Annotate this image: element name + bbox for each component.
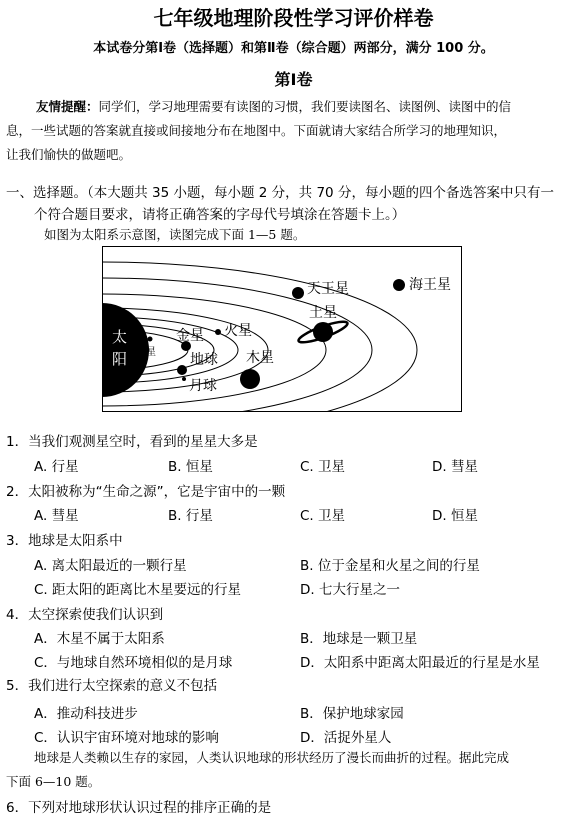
question-3-option-b[interactable]: B. 位于金星和火星之间的行星 [300, 558, 480, 574]
question-3-option-c[interactable]: C. 距太阳的距离比木星要远的行星 [34, 582, 242, 598]
question-2-stem: 2．太阳被称为“生命之源”，它是宇宙中的一颗 [6, 484, 286, 500]
question-2-option-d[interactable]: D. 恒星 [432, 508, 478, 524]
question-5-option-b[interactable]: B．保护地球家园 [300, 706, 404, 722]
question-2-option-c[interactable]: C. 卫星 [300, 508, 346, 524]
venus-label: 金星 [176, 328, 204, 344]
question-1-option-c[interactable]: C. 卫星 [300, 459, 346, 475]
question-2-option-a[interactable]: A. 彗星 [34, 508, 79, 524]
uranus-planet [292, 287, 304, 299]
jupiter-label: 木星 [246, 350, 274, 366]
exam-subtitle: 本试卷分第Ⅰ卷（选择题）和第Ⅱ卷（综合题）两部分，满分 100 分。 [93, 41, 494, 56]
page-title: 七年级地理阶段性学习评价样卷 [153, 6, 434, 30]
mercury-label: 水星 [136, 347, 156, 358]
uranus-label: 天王星 [307, 281, 349, 297]
intro-text-1: 同学们，学习地理需要有读图的习惯，我们要读图名、读图例、读图中的信 [98, 99, 512, 114]
question-5-stem: 5．我们进行太空探索的意义不包括 [6, 678, 218, 694]
question-3-stem: 3．地球是太阳系中 [6, 533, 123, 549]
question-4-stem: 4．太空探索使我们认识到 [6, 607, 164, 623]
mercury-planet [148, 337, 153, 342]
question-5-option-c[interactable]: C．认识宇宙环境对地球的影响 [34, 730, 219, 746]
saturn-planet [313, 322, 333, 342]
question-5-option-a[interactable]: A．推动科技进步 [34, 706, 138, 722]
question-3-option-d[interactable]: D. 七大行星之一 [300, 582, 400, 598]
question-4-option-a[interactable]: A．木星不属于太阳系 [34, 631, 165, 647]
diagram-lead: 如图为太阳系示意图，读图完成下面 1—5 题。 [44, 227, 306, 242]
solar-system-diagram [102, 246, 462, 412]
question-3-option-a[interactable]: A. 离太阳最近的一颗行星 [34, 558, 187, 574]
intro-label: 友情提醒： [36, 99, 99, 114]
question-4-option-d[interactable]: D．太阳系中距离太阳最近的行星是水星 [300, 655, 540, 671]
intro-line-2: 息，一些试题的答案就直接或间接地分布在地图中。下面就请大家结合所学习的地理知识， [6, 123, 507, 138]
sun-label-2: 阳 [112, 350, 128, 368]
moon-label: 月球 [189, 378, 217, 394]
intro-line-1 [36, 97, 511, 117]
question-4-option-b[interactable]: B．地球是一颗卫星 [300, 631, 418, 647]
moon-body [182, 377, 186, 381]
question-1-option-a[interactable]: A. 行星 [34, 459, 79, 475]
section-instruction-1: 一、选择题。（本大题共 35 小题，每小题 2 分，共 70 分，每小题的四个备选答案中只有一 [6, 185, 554, 201]
earth-planet [177, 365, 187, 375]
question-5-option-d[interactable]: D．活捉外星人 [300, 730, 392, 746]
question-1-stem: 1．当我们观测星空时，看到的星星大多是 [6, 434, 258, 450]
question-2-option-b[interactable]: B. 行星 [168, 508, 213, 524]
neptune-planet [393, 279, 405, 291]
neptune-label: 海王星 [409, 277, 451, 293]
intro-line-3: 让我们愉快的做题吧。 [6, 147, 132, 162]
question-4-option-c[interactable]: C．与地球自然环境相似的是月球 [34, 655, 233, 671]
saturn-label: 土星 [309, 305, 337, 321]
mars-planet [215, 329, 221, 335]
sun-label-1: 太 [112, 328, 128, 346]
earth-label: 地球 [190, 352, 218, 368]
question-1-option-b[interactable]: B. 恒星 [168, 459, 213, 475]
part-heading: 第Ⅰ卷 [274, 70, 313, 89]
question-6-stem: 6．下列对地球形状认识过程的排序正确的是 [6, 800, 272, 816]
passage-line-2: 下面 6—10 题。 [6, 774, 101, 789]
mars-label: 火星 [224, 323, 252, 339]
jupiter-planet [240, 369, 260, 389]
question-1-option-d[interactable]: D. 彗星 [432, 459, 478, 475]
section-instruction-2: 个符合题目要求，请将正确答案的字母代号填涂在答题卡上。） [34, 207, 406, 223]
passage-line-1: 地球是人类赖以生存的家园，人类认识地球的形状经历了漫长而曲折的过程。据此完成 [34, 750, 510, 765]
